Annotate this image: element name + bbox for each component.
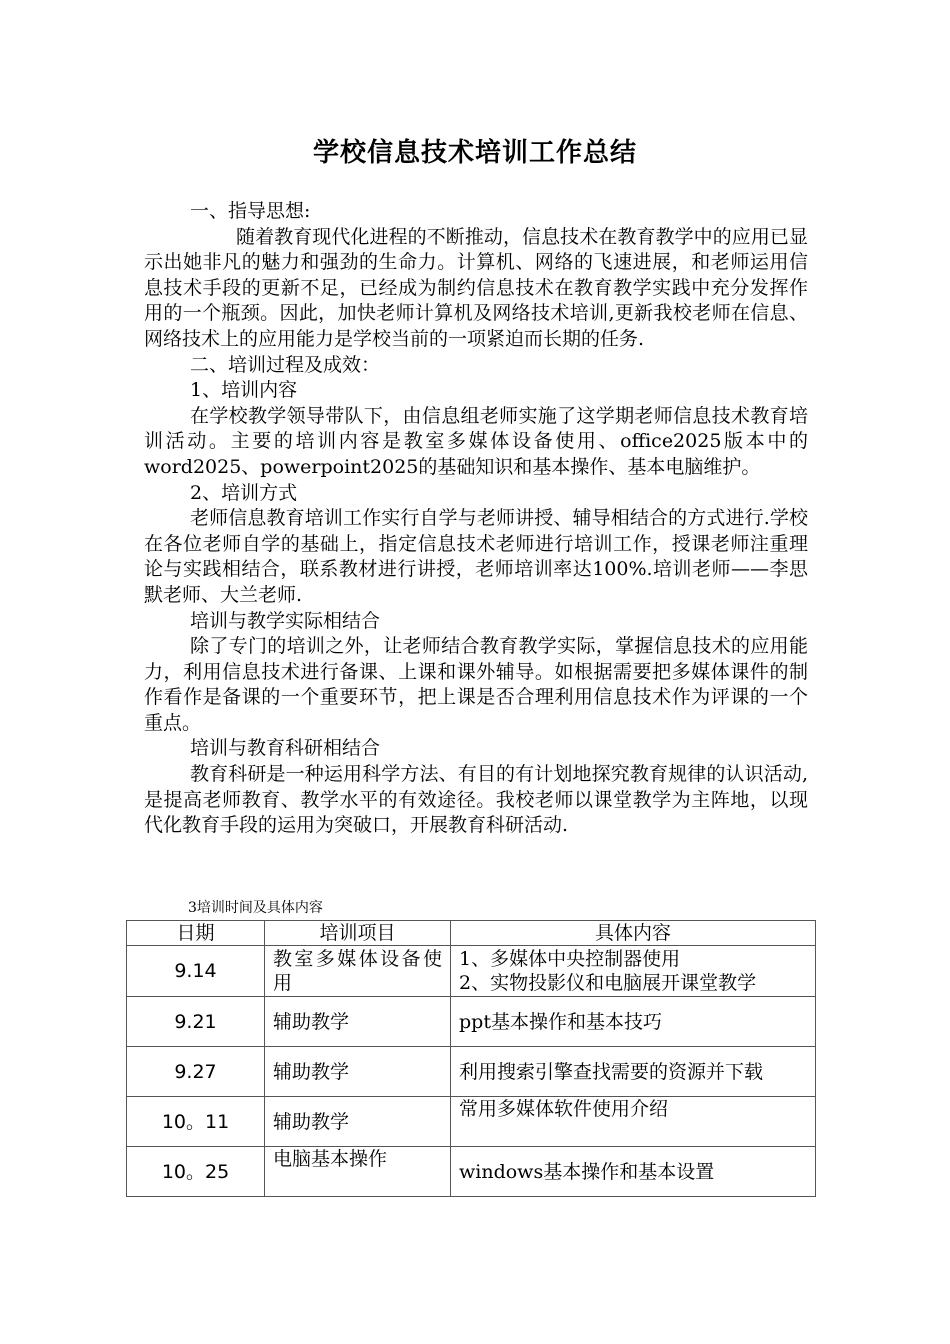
document-body [144, 199, 808, 839]
row-date: 10。25 [127, 1147, 265, 1197]
subheading-method: 2、培训方式 [190, 481, 298, 504]
row-content-line: 1、多媒体中央控制器使用 [459, 948, 681, 970]
header-item: 培训项目 [265, 921, 451, 946]
table-header-row [127, 921, 816, 946]
row-date: 9.27 [127, 1047, 265, 1097]
subheading-content: 1、培训内容 [190, 379, 298, 402]
table-caption: 3培训时间及具体内容 [188, 900, 323, 916]
heading-process: 二、培训过程及成效： [190, 353, 381, 376]
paragraph-method: 老师信息教育培训工作实行自学与老师讲授、辅导相结合的方式进行.学校在各位老师自学的基础上，指定信息技术老师进行培训工作，授课老师注重理论与实践相结合，联系教材进行讲授，老师培训率达100%.培训老师——李思默老师、大兰老师. [144, 507, 808, 606]
subheading-teaching: 培训与教学实际相结合 [190, 609, 381, 632]
table-row [127, 997, 816, 1047]
paragraph-content: 在学校教学领导带队下，由信息组老师实施了这学期老师信息技术教育培训活动。主要的培训内容是教室多媒体设备使用、office2025版本中的word2025、powerpoint2025的基础知识和基本操作、基本电脑维护。 [144, 404, 808, 478]
document-title: 学校信息技术培训工作总结 [312, 138, 637, 168]
paragraph-research: 教育科研是一种运用科学方法、有目的有计划地探究教育规律的认识活动,是提高老师教育、教学水平的有效途径。我校老师以课堂教学为主阵地，以现代化教育手段的运用为突破口，开展教育科研活动. [144, 763, 808, 837]
paragraph-teaching: 除了专门的培训之外，让老师结合教育教学实际，掌握信息技术的应用能力，利用信息技术进行备课、上课和课外辅导。如根据需要把多媒体课件的制作看作是备课的一个重要环节，把上课是否合理利用信息技术作为评课的一个重点。 [144, 635, 808, 734]
row-content-line: 2、实物投影仪和电脑展开课堂教学 [459, 972, 757, 994]
training-schedule-table [126, 920, 816, 1197]
row-content: 利用搜索引擎查找需要的资源并下载 [451, 1047, 816, 1097]
row-date: 9.14 [127, 946, 265, 997]
row-item: 辅助教学 [265, 997, 451, 1047]
table-row [127, 1147, 816, 1197]
row-date: 10。11 [127, 1097, 265, 1147]
row-content [451, 946, 816, 997]
row-content: ppt基本操作和基本技巧 [451, 997, 816, 1047]
table-row [127, 1047, 816, 1097]
row-content: 常用多媒体软件使用介绍 [451, 1097, 816, 1147]
row-item: 辅助教学 [265, 1097, 451, 1147]
row-date: 9.21 [127, 997, 265, 1047]
table-row [127, 1097, 816, 1147]
paragraph-background: 随着教育现代化进程的不断推动，信息技术在教育教学中的应用已显示出她非凡的魅力和强劲的生命力。计算机、网络的飞速进展，和老师运用信息技术手段的更新不足，已经成为制约信息技术在教育教学实践中充分发挥作用的一个瓶颈。因此，加快老师计算机及网络技术培训,更新我校老师在信息、网络技术上的应用能力是学校当前的一项紧迫而长期的任务. [144, 225, 808, 350]
subheading-research: 培训与教育科研相结合 [190, 737, 381, 760]
header-content: 具体内容 [451, 921, 816, 946]
row-item: 电脑基本操作 [265, 1147, 451, 1197]
row-item: 教室多媒体设备使用 [265, 946, 451, 997]
heading-guiding-idea: 一、指导思想: [190, 200, 311, 222]
table-row [127, 946, 816, 997]
row-content: windows基本操作和基本设置 [451, 1147, 816, 1197]
row-item: 辅助教学 [265, 1047, 451, 1097]
header-date: 日期 [127, 921, 265, 946]
